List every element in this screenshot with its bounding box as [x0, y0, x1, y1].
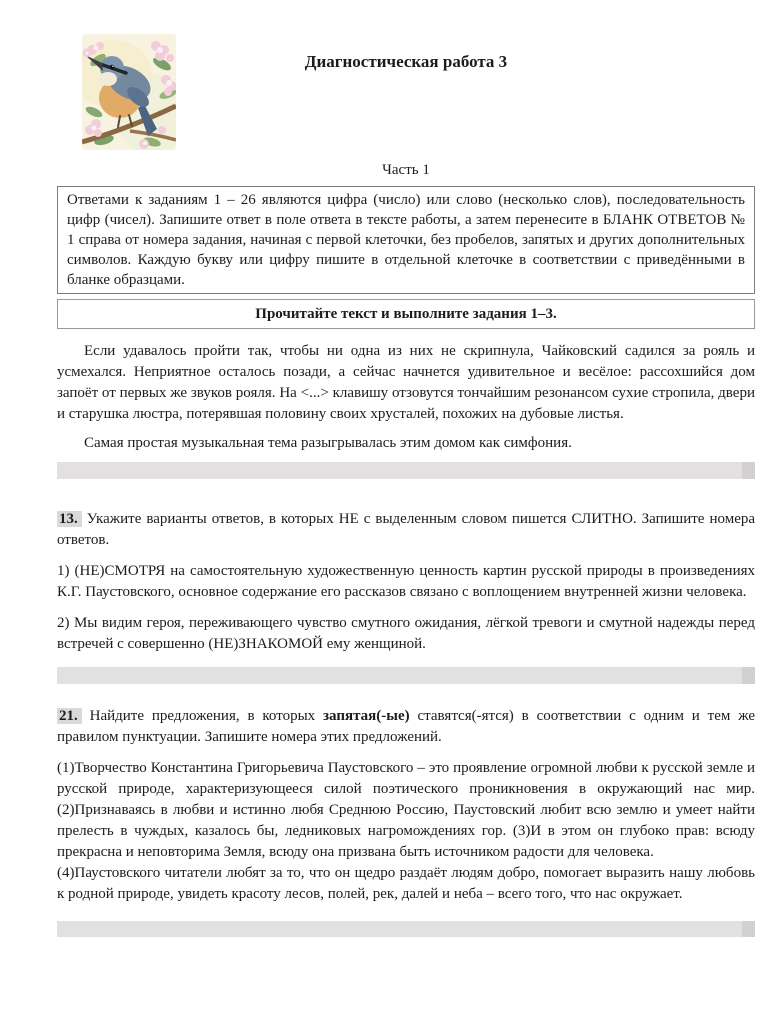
- question-13-option-2: [57, 613, 755, 655]
- question-21-number: 21.: [57, 708, 82, 724]
- answer-field-bar-2: [57, 667, 755, 684]
- option-2-label: 2): [57, 615, 70, 631]
- option-1-text: (НЕ)СМОТРЯ на самостоятельную художественную ценность картин русской природы в произведениях К.Г. Паустовского, основное содержание его рассказов связано с воплощением внутренней жизни человека.: [57, 563, 756, 600]
- question-21-paragraph-1: (1)Творчество Константина Григорьевича Паустовского – это проявление огромной любви к русской земле и русской природе, характеризующееся силой поэтического проникновения в окружающий нас мир. (2)Признаваясь в любви и истинно любя Среднюю Россию, Паустовский любит всю землю и умеет найти прелесть в чуждых, казалось бы, ледниковых нагромождениях гор. (3)И в этом он глубоко прав: всюду прекрасна и неповторима Земля, всюду она призвана быть источником радости для человека.: [57, 760, 755, 860]
- page-title: Диагностическая работа 3: [304, 52, 508, 71]
- passage-paragraph-2: Самая простая музыкальная тема разыгрывалась этим домом как симфония.: [84, 435, 572, 451]
- document-page: [57, 0, 755, 937]
- question-21-prompt-bold: запятая(-ые): [323, 708, 410, 724]
- answer-field-bar-2-end: [742, 667, 755, 684]
- page-header: [57, 0, 755, 148]
- question-21-prompt-after: ставятся(-ятся) в соответствии с одним и тем же правилом пунктуации. Запишите номера этих предложений.: [57, 708, 756, 745]
- instructions-box: [57, 186, 755, 294]
- question-21-prompt: [57, 706, 755, 748]
- part-label: Часть 1: [382, 162, 430, 178]
- option-1-label: 1): [57, 563, 70, 579]
- question-13-option-1: [57, 561, 755, 603]
- answer-field-bar-1-end: [742, 462, 755, 479]
- question-13-prompt: [57, 509, 755, 551]
- question-21-prompt-before: Найдите предложения, в которых: [89, 708, 316, 724]
- question-21: [57, 706, 755, 905]
- instructions-text: Ответами к заданиям 1 – 26 являются цифра (число) или слово (несколько слов), последовательность цифр (чисел). Запишите ответ в поле ответа в тексте работы, а затем перенесите в БЛАНК ОТВЕТОВ № 1 справа от номера задания, начиная с первой клеточки, без пробелов, запятых и других дополнительных символов. Каждую букву или цифру пишите в отдельной клеточке в соответствии с приведёнными в бланке образцами.: [67, 192, 745, 288]
- bird-illustration: [82, 34, 176, 150]
- question-13: [57, 509, 755, 655]
- question-13-prompt-text: Укажите варианты ответов, в которых НЕ с выделенным словом пишется СЛИТНО. Запишите номера ответов.: [57, 511, 756, 548]
- passage-paragraph-1: Если удавалось пройти так, чтобы ни одна из них не скрипнула, Чайковский садился за рояль и усмехался. Неприятное осталось позади, а сейчас начнется удивительное и весёлое: рассохшийся дом запоёт от первых же звуков рояля. На <...> клавишу отзовутся тончайшим резонансом сухие стропила, двери и старушка люстра, потерявшая половину своих хрусталей, похожих на дубовые листья.: [57, 343, 755, 422]
- answer-field-bar-1: [57, 462, 755, 479]
- read-prompt-box: [57, 299, 755, 329]
- read-prompt-text: Прочитайте текст и выполните задания 1–3.: [255, 306, 557, 322]
- option-2-text: Мы видим героя, переживающего чувство смутного ожидания, лёгкой тревоги и смутной надежды перед встречей с совершенно (НЕ)ЗНАКОМОЙ ему женщиной.: [57, 615, 755, 652]
- question-21-paragraph-2: (4)Паустовского читатели любят за то, что он щедро раздаёт людям добро, помогает выразить нашу любовь к родной природе, увидеть красоту лесов, полей, рек, далей и неба – всего того, что нас окружает.: [57, 865, 755, 902]
- answer-field-bar-3: [57, 921, 755, 937]
- question-13-number: 13.: [57, 511, 82, 527]
- bird-blossom-image: [82, 34, 176, 150]
- answer-field-bar-3-end: [742, 921, 755, 937]
